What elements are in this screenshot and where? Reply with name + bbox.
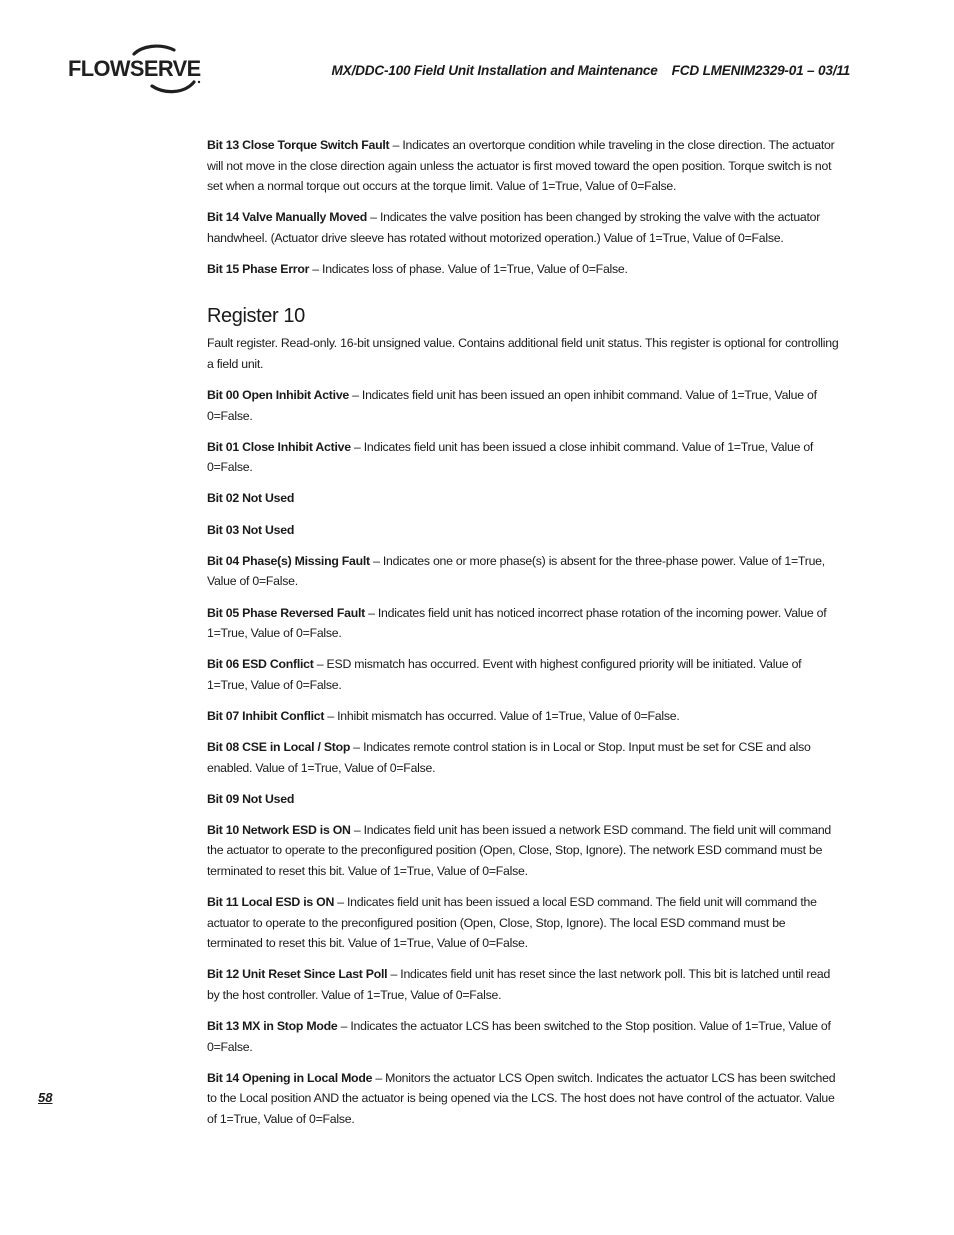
bit-text: – Indicates loss of phase. Value of 1=True, Value of 0=False. <box>309 261 628 276</box>
bit-text: – Indicates field unit has been issued a close inhibit command. Value of 1=True, Value of 0=False. <box>207 439 814 475</box>
document-header <box>332 63 850 78</box>
bit-description <box>207 1068 843 1130</box>
page-content <box>207 135 843 1140</box>
bit-label: Bit 12 Unit Reset Since Last Poll <box>207 967 388 982</box>
bit-description <box>207 385 843 426</box>
bit-description <box>207 737 843 778</box>
bit-description <box>207 706 843 727</box>
bit-description <box>207 135 843 197</box>
section-title: Register 10 <box>207 305 305 328</box>
bit-description <box>207 488 843 509</box>
bit-text: – Indicates field unit has reset since the last network poll. This bit is latched until read by the host controller. Value of 1=True, Value of 0=False. <box>207 967 831 1002</box>
bit-description <box>207 551 843 592</box>
bit-label: Bit 14 Valve Manually Moved <box>207 210 368 225</box>
bit-text: – Monitors the actuator LCS Open switch. Indicates the actuator LCS has been switched to the Local position AND the actuator is being opened via the LCS. The host does not have control of the actuator. Value of 1=True, Value of 0=False. <box>207 1070 836 1126</box>
bit-text: – Indicates an overtorque condition while traveling in the close direction. The actuator will not move in the close direction again unless the actuator is first moved toward the open position. Torque switch is not set when a normal torque out occurs at the torque limit. Value of 1=True, Value of 0=False. <box>207 138 835 193</box>
logo-text: FLOWSERVE <box>68 56 201 81</box>
bit-text: – Indicates remote control station is in Local or Stop. Input must be set for CSE and also enabled. Value of 1=True, Value of 0=False. <box>207 740 811 775</box>
bit-text: – Indicates field unit has been issued a network ESD command. The field unit will command the actuator to operate to the preconfigured position (Open, Close, Stop, Ignore). The network ESD command must be terminated to reset this bit. Value of 1=True, Value of 0=False. <box>207 822 831 878</box>
bit-description <box>207 437 843 478</box>
bit-description <box>207 892 843 954</box>
bit-label: Bit 00 Open Inhibit Active <box>207 388 349 403</box>
bit-label: Bit 13 Close Torque Switch Fault <box>207 138 390 152</box>
bit-text: – Inhibit mismatch has occurred. Value of 1=True, Value of 0=False. <box>324 708 680 723</box>
bit-label: Bit 04 Phase(s) Missing Fault <box>207 553 370 568</box>
bit-text: – ESD mismatch has occurred. Event with highest configured priority will be initiated. Value of 1=True, Value of 0=False. <box>207 657 802 692</box>
bit-label: Bit 01 Close Inhibit Active <box>207 439 351 454</box>
bit-text: – Indicates field unit has noticed incorrect phase rotation of the incoming power. Value of 1=True, Value of 0=False. <box>207 605 827 640</box>
bit-label: Bit 02 Not Used <box>207 491 295 506</box>
bit-label: Bit 07 Inhibit Conflict <box>207 708 325 723</box>
document-title: MX/DDC-100 Field Unit Installation and Maintenance <box>331 63 658 78</box>
bit-description <box>207 259 843 280</box>
bit-description <box>207 1016 843 1057</box>
bit-label: Bit 08 CSE in Local / Stop <box>207 740 351 755</box>
bit-label: Bit 09 Not Used <box>207 791 295 806</box>
bit-label: Bit 15 Phase Error <box>207 261 310 276</box>
bit-description <box>207 789 843 810</box>
bit-description <box>207 520 843 541</box>
page-number: 58 <box>38 1090 53 1105</box>
flowserve-logo <box>68 44 208 96</box>
bit-description <box>207 207 843 248</box>
bit-text: – Indicates the valve position has been changed by stroking the valve with the actuator handwheel. (Actuator drive sleeve has rotated without motorized operation.) Value of 1=True, Value of 0=False. <box>207 210 821 245</box>
section-intro: Fault register. Read-only. 16-bit unsigned value. Contains additional field unit status. This register is optional for controlling a field unit. <box>207 336 839 371</box>
bit-label: Bit 10 Network ESD is ON <box>207 822 351 837</box>
bit-description <box>207 820 843 882</box>
bit-text: – Indicates field unit has been issued a local ESD command. The field unit will command the actuator to operate to the preconfigured position (Open, Close, Stop, Ignore). The local ESD command must be terminated to reset this bit. Value of 1=True, Value of 0=False. <box>207 895 817 951</box>
bit-label: Bit 03 Not Used <box>207 522 295 537</box>
bit-text: – Indicates one or more phase(s) is absent for the three-phase power. Value of 1=True, Value of 0=False. <box>207 553 825 589</box>
bit-description <box>207 603 843 644</box>
bit-label: Bit 13 MX in Stop Mode <box>207 1019 338 1033</box>
bit-label: Bit 11 Local ESD is ON <box>207 895 335 910</box>
bit-label: Bit 05 Phase Reversed Fault <box>207 605 365 620</box>
document-code: FCD LMENIM2329-01 – 03/11 <box>671 63 850 78</box>
bit-text: – Indicates the actuator LCS has been switched to the Stop position. Value of 1=True, Value of 0=False. <box>207 1019 831 1054</box>
bit-label: Bit 14 Opening in Local Mode <box>207 1070 373 1085</box>
bit-label: Bit 06 ESD Conflict <box>207 657 314 672</box>
bit-text: – Indicates field unit has been issued an open inhibit command. Value of 1=True, Value of 0=False. <box>207 388 817 423</box>
bit-description <box>207 964 843 1005</box>
bit-description <box>207 654 843 695</box>
